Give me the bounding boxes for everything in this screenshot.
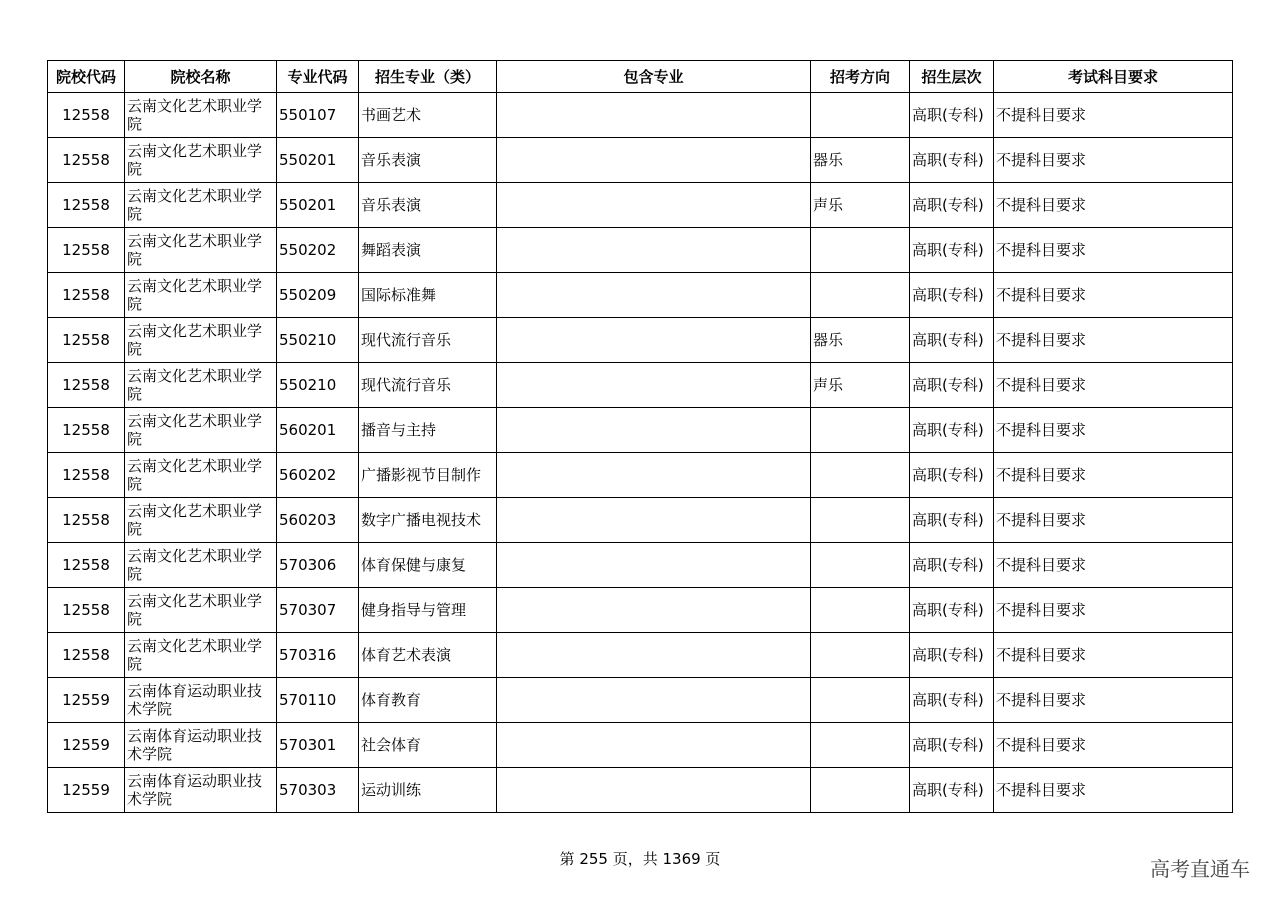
cell-level: 高职(专科) xyxy=(910,633,994,678)
table-row xyxy=(48,228,1233,273)
cell-major-code: 550107 xyxy=(277,93,359,138)
cell-school-code: 12558 xyxy=(48,228,125,273)
cell-major: 健身指导与管理 xyxy=(359,588,497,633)
cell-major-code: 570306 xyxy=(277,543,359,588)
cell-included-majors xyxy=(497,678,811,723)
cell-included-majors xyxy=(497,363,811,408)
cell-level: 高职(专科) xyxy=(910,93,994,138)
cell-included-majors xyxy=(497,588,811,633)
col-header-included-majors: 包含专业 xyxy=(497,61,811,93)
cell-included-majors xyxy=(497,93,811,138)
cell-school-code: 12558 xyxy=(48,408,125,453)
cell-level: 高职(专科) xyxy=(910,183,994,228)
table-row xyxy=(48,183,1233,228)
cell-level: 高职(专科) xyxy=(910,363,994,408)
cell-school-name: 云南文化艺术职业学院 xyxy=(125,273,277,318)
cell-school-code: 12558 xyxy=(48,93,125,138)
col-header-direction: 招考方向 xyxy=(811,61,910,93)
cell-major-code: 560201 xyxy=(277,408,359,453)
cell-school-code: 12558 xyxy=(48,363,125,408)
cell-included-majors xyxy=(497,543,811,588)
cell-school-code: 12558 xyxy=(48,183,125,228)
cell-direction: 声乐 xyxy=(811,363,910,408)
cell-major: 舞蹈表演 xyxy=(359,228,497,273)
cell-school-name: 云南文化艺术职业学院 xyxy=(125,318,277,363)
cell-school-code: 12558 xyxy=(48,318,125,363)
cell-level: 高职(专科) xyxy=(910,408,994,453)
cell-level: 高职(专科) xyxy=(910,138,994,183)
cell-included-majors xyxy=(497,318,811,363)
cell-direction: 器乐 xyxy=(811,318,910,363)
cell-major-code: 550201 xyxy=(277,183,359,228)
cell-included-majors xyxy=(497,408,811,453)
cell-major: 体育保健与康复 xyxy=(359,543,497,588)
cell-school-name: 云南文化艺术职业学院 xyxy=(125,588,277,633)
cell-level: 高职(专科) xyxy=(910,543,994,588)
table-row xyxy=(48,453,1233,498)
cell-major-code: 570303 xyxy=(277,768,359,813)
cell-major: 播音与主持 xyxy=(359,408,497,453)
page-footer: 第 255 页，共 1369 页 xyxy=(559,850,721,868)
cell-major: 运动训练 xyxy=(359,768,497,813)
cell-major: 音乐表演 xyxy=(359,138,497,183)
cell-direction xyxy=(811,408,910,453)
cell-school-code: 12558 xyxy=(48,138,125,183)
cell-school-name: 云南文化艺术职业学院 xyxy=(125,543,277,588)
cell-subjects: 不提科目要求 xyxy=(994,453,1233,498)
cell-direction xyxy=(811,543,910,588)
cell-major: 现代流行音乐 xyxy=(359,363,497,408)
cell-school-name: 云南文化艺术职业学院 xyxy=(125,498,277,543)
cell-subjects: 不提科目要求 xyxy=(994,723,1233,768)
cell-major-code: 570316 xyxy=(277,633,359,678)
cell-included-majors xyxy=(497,183,811,228)
cell-included-majors xyxy=(497,453,811,498)
cell-major-code: 560203 xyxy=(277,498,359,543)
cell-major: 体育艺术表演 xyxy=(359,633,497,678)
cell-direction xyxy=(811,678,910,723)
cell-school-name: 云南文化艺术职业学院 xyxy=(125,633,277,678)
cell-school-name: 云南文化艺术职业学院 xyxy=(125,453,277,498)
cell-major: 体育教育 xyxy=(359,678,497,723)
cell-major: 现代流行音乐 xyxy=(359,318,497,363)
table-row xyxy=(48,633,1233,678)
cell-level: 高职(专科) xyxy=(910,498,994,543)
cell-major-code: 550210 xyxy=(277,363,359,408)
table-row xyxy=(48,543,1233,588)
cell-school-name: 云南文化艺术职业学院 xyxy=(125,93,277,138)
table-header-row xyxy=(48,61,1233,93)
cell-included-majors xyxy=(497,273,811,318)
cell-level: 高职(专科) xyxy=(910,768,994,813)
cell-school-code: 12559 xyxy=(48,768,125,813)
cell-included-majors xyxy=(497,768,811,813)
col-header-level: 招生层次 xyxy=(910,61,994,93)
cell-level: 高职(专科) xyxy=(910,723,994,768)
col-header-major-code: 专业代码 xyxy=(277,61,359,93)
cell-major-code: 550210 xyxy=(277,318,359,363)
cell-school-code: 12559 xyxy=(48,723,125,768)
col-header-school-name: 院校名称 xyxy=(125,61,277,93)
cell-major: 国际标准舞 xyxy=(359,273,497,318)
cell-direction xyxy=(811,498,910,543)
cell-major-code: 570307 xyxy=(277,588,359,633)
cell-subjects: 不提科目要求 xyxy=(994,183,1233,228)
cell-school-name: 云南体育运动职业技术学院 xyxy=(125,768,277,813)
cell-major-code: 550202 xyxy=(277,228,359,273)
table-row xyxy=(48,273,1233,318)
table-row xyxy=(48,768,1233,813)
cell-level: 高职(专科) xyxy=(910,678,994,723)
cell-school-name: 云南体育运动职业技术学院 xyxy=(125,723,277,768)
cell-school-code: 12558 xyxy=(48,273,125,318)
cell-major: 数字广播电视技术 xyxy=(359,498,497,543)
admissions-table xyxy=(47,60,1233,813)
cell-school-code: 12558 xyxy=(48,588,125,633)
cell-direction xyxy=(811,588,910,633)
table-row xyxy=(48,318,1233,363)
table-row xyxy=(48,588,1233,633)
cell-major: 社会体育 xyxy=(359,723,497,768)
cell-level: 高职(专科) xyxy=(910,453,994,498)
cell-direction xyxy=(811,453,910,498)
table-row xyxy=(48,723,1233,768)
table-row xyxy=(48,408,1233,453)
cell-included-majors xyxy=(497,138,811,183)
cell-school-code: 12558 xyxy=(48,543,125,588)
cell-school-code: 12559 xyxy=(48,678,125,723)
cell-school-name: 云南体育运动职业技术学院 xyxy=(125,678,277,723)
cell-major-code: 570301 xyxy=(277,723,359,768)
cell-direction xyxy=(811,768,910,813)
col-header-subjects: 考试科目要求 xyxy=(994,61,1233,93)
cell-included-majors xyxy=(497,498,811,543)
table-row xyxy=(48,498,1233,543)
cell-direction xyxy=(811,633,910,678)
cell-level: 高职(专科) xyxy=(910,273,994,318)
table-row xyxy=(48,363,1233,408)
table-row xyxy=(48,138,1233,183)
cell-subjects: 不提科目要求 xyxy=(994,498,1233,543)
cell-school-name: 云南文化艺术职业学院 xyxy=(125,408,277,453)
cell-direction: 声乐 xyxy=(811,183,910,228)
cell-included-majors xyxy=(497,228,811,273)
cell-school-name: 云南文化艺术职业学院 xyxy=(125,183,277,228)
cell-level: 高职(专科) xyxy=(910,588,994,633)
cell-subjects: 不提科目要求 xyxy=(994,678,1233,723)
cell-direction xyxy=(811,723,910,768)
cell-level: 高职(专科) xyxy=(910,318,994,363)
cell-level: 高职(专科) xyxy=(910,228,994,273)
col-header-major: 招生专业（类） xyxy=(359,61,497,93)
cell-subjects: 不提科目要求 xyxy=(994,408,1233,453)
cell-subjects: 不提科目要求 xyxy=(994,633,1233,678)
cell-school-name: 云南文化艺术职业学院 xyxy=(125,228,277,273)
cell-major: 音乐表演 xyxy=(359,183,497,228)
cell-subjects: 不提科目要求 xyxy=(994,363,1233,408)
cell-major-code: 550201 xyxy=(277,138,359,183)
cell-major: 书画艺术 xyxy=(359,93,497,138)
table-row xyxy=(48,93,1233,138)
cell-school-name: 云南文化艺术职业学院 xyxy=(125,138,277,183)
cell-subjects: 不提科目要求 xyxy=(994,273,1233,318)
cell-subjects: 不提科目要求 xyxy=(994,543,1233,588)
cell-subjects: 不提科目要求 xyxy=(994,138,1233,183)
cell-included-majors xyxy=(497,633,811,678)
table-row xyxy=(48,678,1233,723)
cell-school-name: 云南文化艺术职业学院 xyxy=(125,363,277,408)
cell-major-code: 570110 xyxy=(277,678,359,723)
cell-subjects: 不提科目要求 xyxy=(994,93,1233,138)
cell-subjects: 不提科目要求 xyxy=(994,228,1233,273)
cell-major-code: 550209 xyxy=(277,273,359,318)
watermark: 高考直通车 xyxy=(1150,857,1250,881)
cell-subjects: 不提科目要求 xyxy=(994,768,1233,813)
cell-direction: 器乐 xyxy=(811,138,910,183)
cell-school-code: 12558 xyxy=(48,453,125,498)
cell-direction xyxy=(811,228,910,273)
cell-direction xyxy=(811,273,910,318)
cell-major-code: 560202 xyxy=(277,453,359,498)
cell-included-majors xyxy=(497,723,811,768)
col-header-school-code: 院校代码 xyxy=(48,61,125,93)
cell-subjects: 不提科目要求 xyxy=(994,588,1233,633)
cell-school-code: 12558 xyxy=(48,633,125,678)
cell-major: 广播影视节目制作 xyxy=(359,453,497,498)
cell-direction xyxy=(811,93,910,138)
cell-subjects: 不提科目要求 xyxy=(994,318,1233,363)
cell-school-code: 12558 xyxy=(48,498,125,543)
